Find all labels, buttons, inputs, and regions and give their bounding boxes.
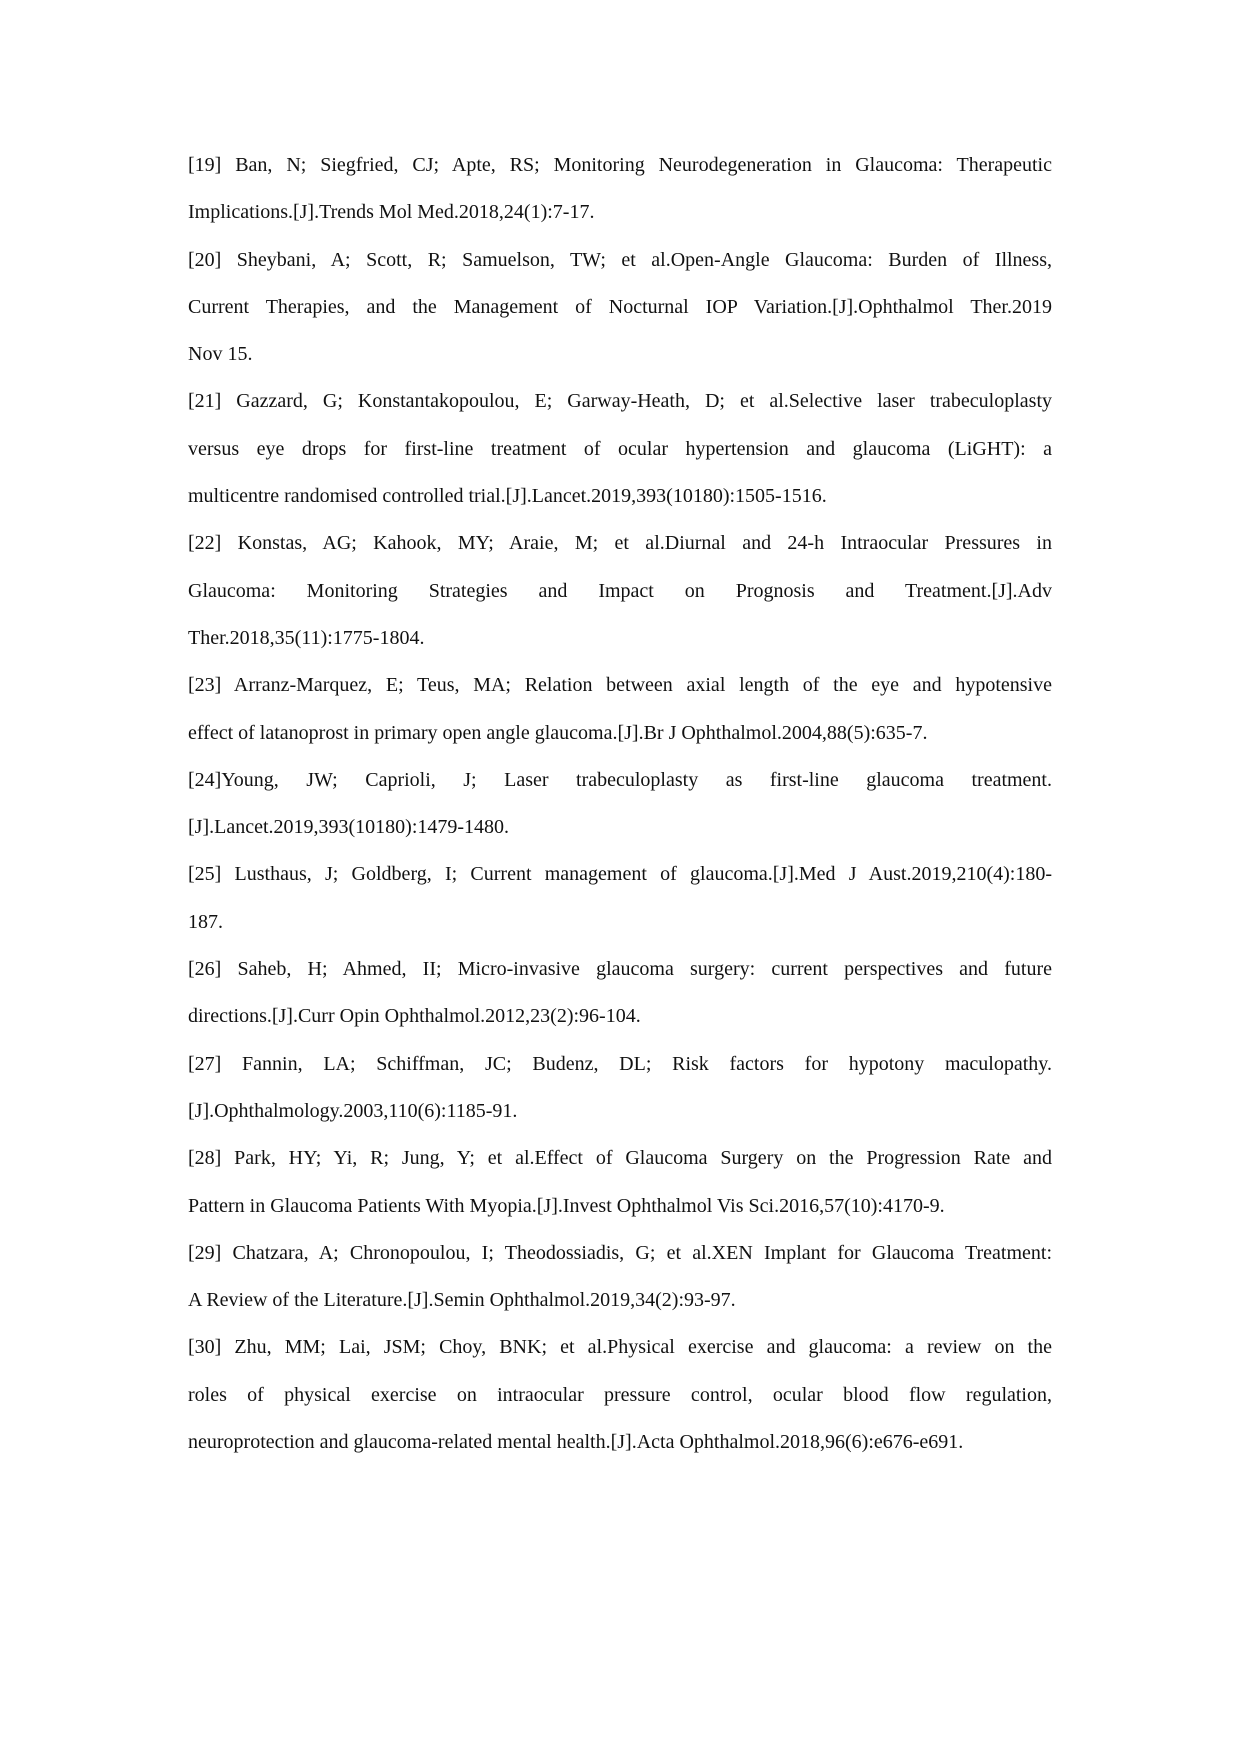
reference-line: Glaucoma: Monitoring Strategies and Impact on Prognosis and Treatment.[J].Adv: [188, 579, 1052, 602]
reference-line: [22] Konstas, AG; Kahook, MY; Araie, M; et al.Diurnal and 24-h Intraocular Pressures in: [188, 532, 1052, 555]
reference-entry: [188, 946, 1052, 1041]
reference-line: effect of latanoprost in primary open angle glaucoma.[J].Br J Ophthalmol.2004,88(5):635-7.: [188, 721, 928, 744]
reference-line: versus eye drops for first-line treatment of ocular hypertension and glaucoma (LiGHT): a: [188, 437, 1052, 460]
reference-line: Pattern in Glaucoma Patients With Myopia.[J].Invest Ophthalmol Vis Sci.2016,57(10):4170-9.: [188, 1194, 945, 1217]
reference-entry: [188, 1230, 1052, 1325]
reference-line: [26] Saheb, H; Ahmed, II; Micro-invasive glaucoma surgery: current perspectives and future: [188, 958, 1052, 981]
reference-entry: [188, 757, 1052, 852]
reference-line: [J].Ophthalmology.2003,110(6):1185-91.: [188, 1099, 518, 1122]
reference-line: 187.: [188, 910, 223, 933]
reference-line: [20] Sheybani, A; Scott, R; Samuelson, TW; et al.Open-Angle Glaucoma: Burden of Illness,: [188, 248, 1052, 271]
reference-line: [28] Park, HY; Yi, R; Jung, Y; et al.Effect of Glaucoma Surgery on the Progression Rate and: [188, 1147, 1052, 1170]
reference-line: [J].Lancet.2019,393(10180):1479-1480.: [188, 816, 510, 839]
reference-line: [29] Chatzara, A; Chronopoulou, I; Theodossiadis, G; et al.XEN Implant for Glaucoma Treatment:: [188, 1241, 1052, 1264]
reference-line: neuroprotection and glaucoma-related mental health.[J].Acta Ophthalmol.2018,96(6):e676-e691.: [188, 1431, 964, 1454]
reference-line: [25] Lusthaus, J; Goldberg, I; Current management of glaucoma.[J].Med J Aust.2019,210(4):180-: [188, 863, 1052, 886]
reference-list: [188, 142, 1052, 1466]
reference-line: Nov 15.: [188, 343, 253, 366]
reference-entry: [188, 1135, 1052, 1230]
reference-entry: [188, 851, 1052, 946]
reference-line: roles of physical exercise on intraocular pressure control, ocular blood flow regulation,: [188, 1383, 1052, 1406]
reference-entry: [188, 520, 1052, 662]
reference-entry: [188, 1041, 1052, 1136]
reference-line: [21] Gazzard, G; Konstantakopoulou, E; Garway-Heath, D; et al.Selective laser trabeculoplasty: [188, 390, 1052, 413]
reference-entry: [188, 1324, 1052, 1466]
reference-line: [19] Ban, N; Siegfried, CJ; Apte, RS; Monitoring Neurodegeneration in Glaucoma: Therapeutic: [188, 154, 1052, 176]
reference-entry: [188, 237, 1052, 379]
reference-entry: [188, 142, 1052, 237]
reference-line: Ther.2018,35(11):1775-1804.: [188, 626, 425, 649]
reference-line: [24]Young, JW; Caprioli, J; Laser trabeculoplasty as first-line glaucoma treatment.: [188, 768, 1052, 791]
reference-line: directions.[J].Curr Opin Ophthalmol.2012,23(2):96-104.: [188, 1005, 641, 1028]
reference-entry: [188, 662, 1052, 757]
reference-line: Implications.[J].Trends Mol Med.2018,24(1):7-17.: [188, 201, 595, 224]
reference-line: [30] Zhu, MM; Lai, JSM; Choy, BNK; et al.Physical exercise and glaucoma: a review on the: [188, 1336, 1052, 1359]
reference-line: multicentre randomised controlled trial.[J].Lancet.2019,393(10180):1505-1516.: [188, 485, 827, 508]
reference-line: A Review of the Literature.[J].Semin Ophthalmol.2019,34(2):93-97.: [188, 1289, 736, 1312]
reference-line: [23] Arranz-Marquez, E; Teus, MA; Relation between axial length of the eye and hypotensive: [188, 674, 1052, 697]
reference-entry: [188, 378, 1052, 520]
reference-line: Current Therapies, and the Management of Nocturnal IOP Variation.[J].Ophthalmol Ther.2019: [188, 295, 1052, 318]
reference-line: [27] Fannin, LA; Schiffman, JC; Budenz, DL; Risk factors for hypotony maculopathy.: [188, 1052, 1052, 1075]
